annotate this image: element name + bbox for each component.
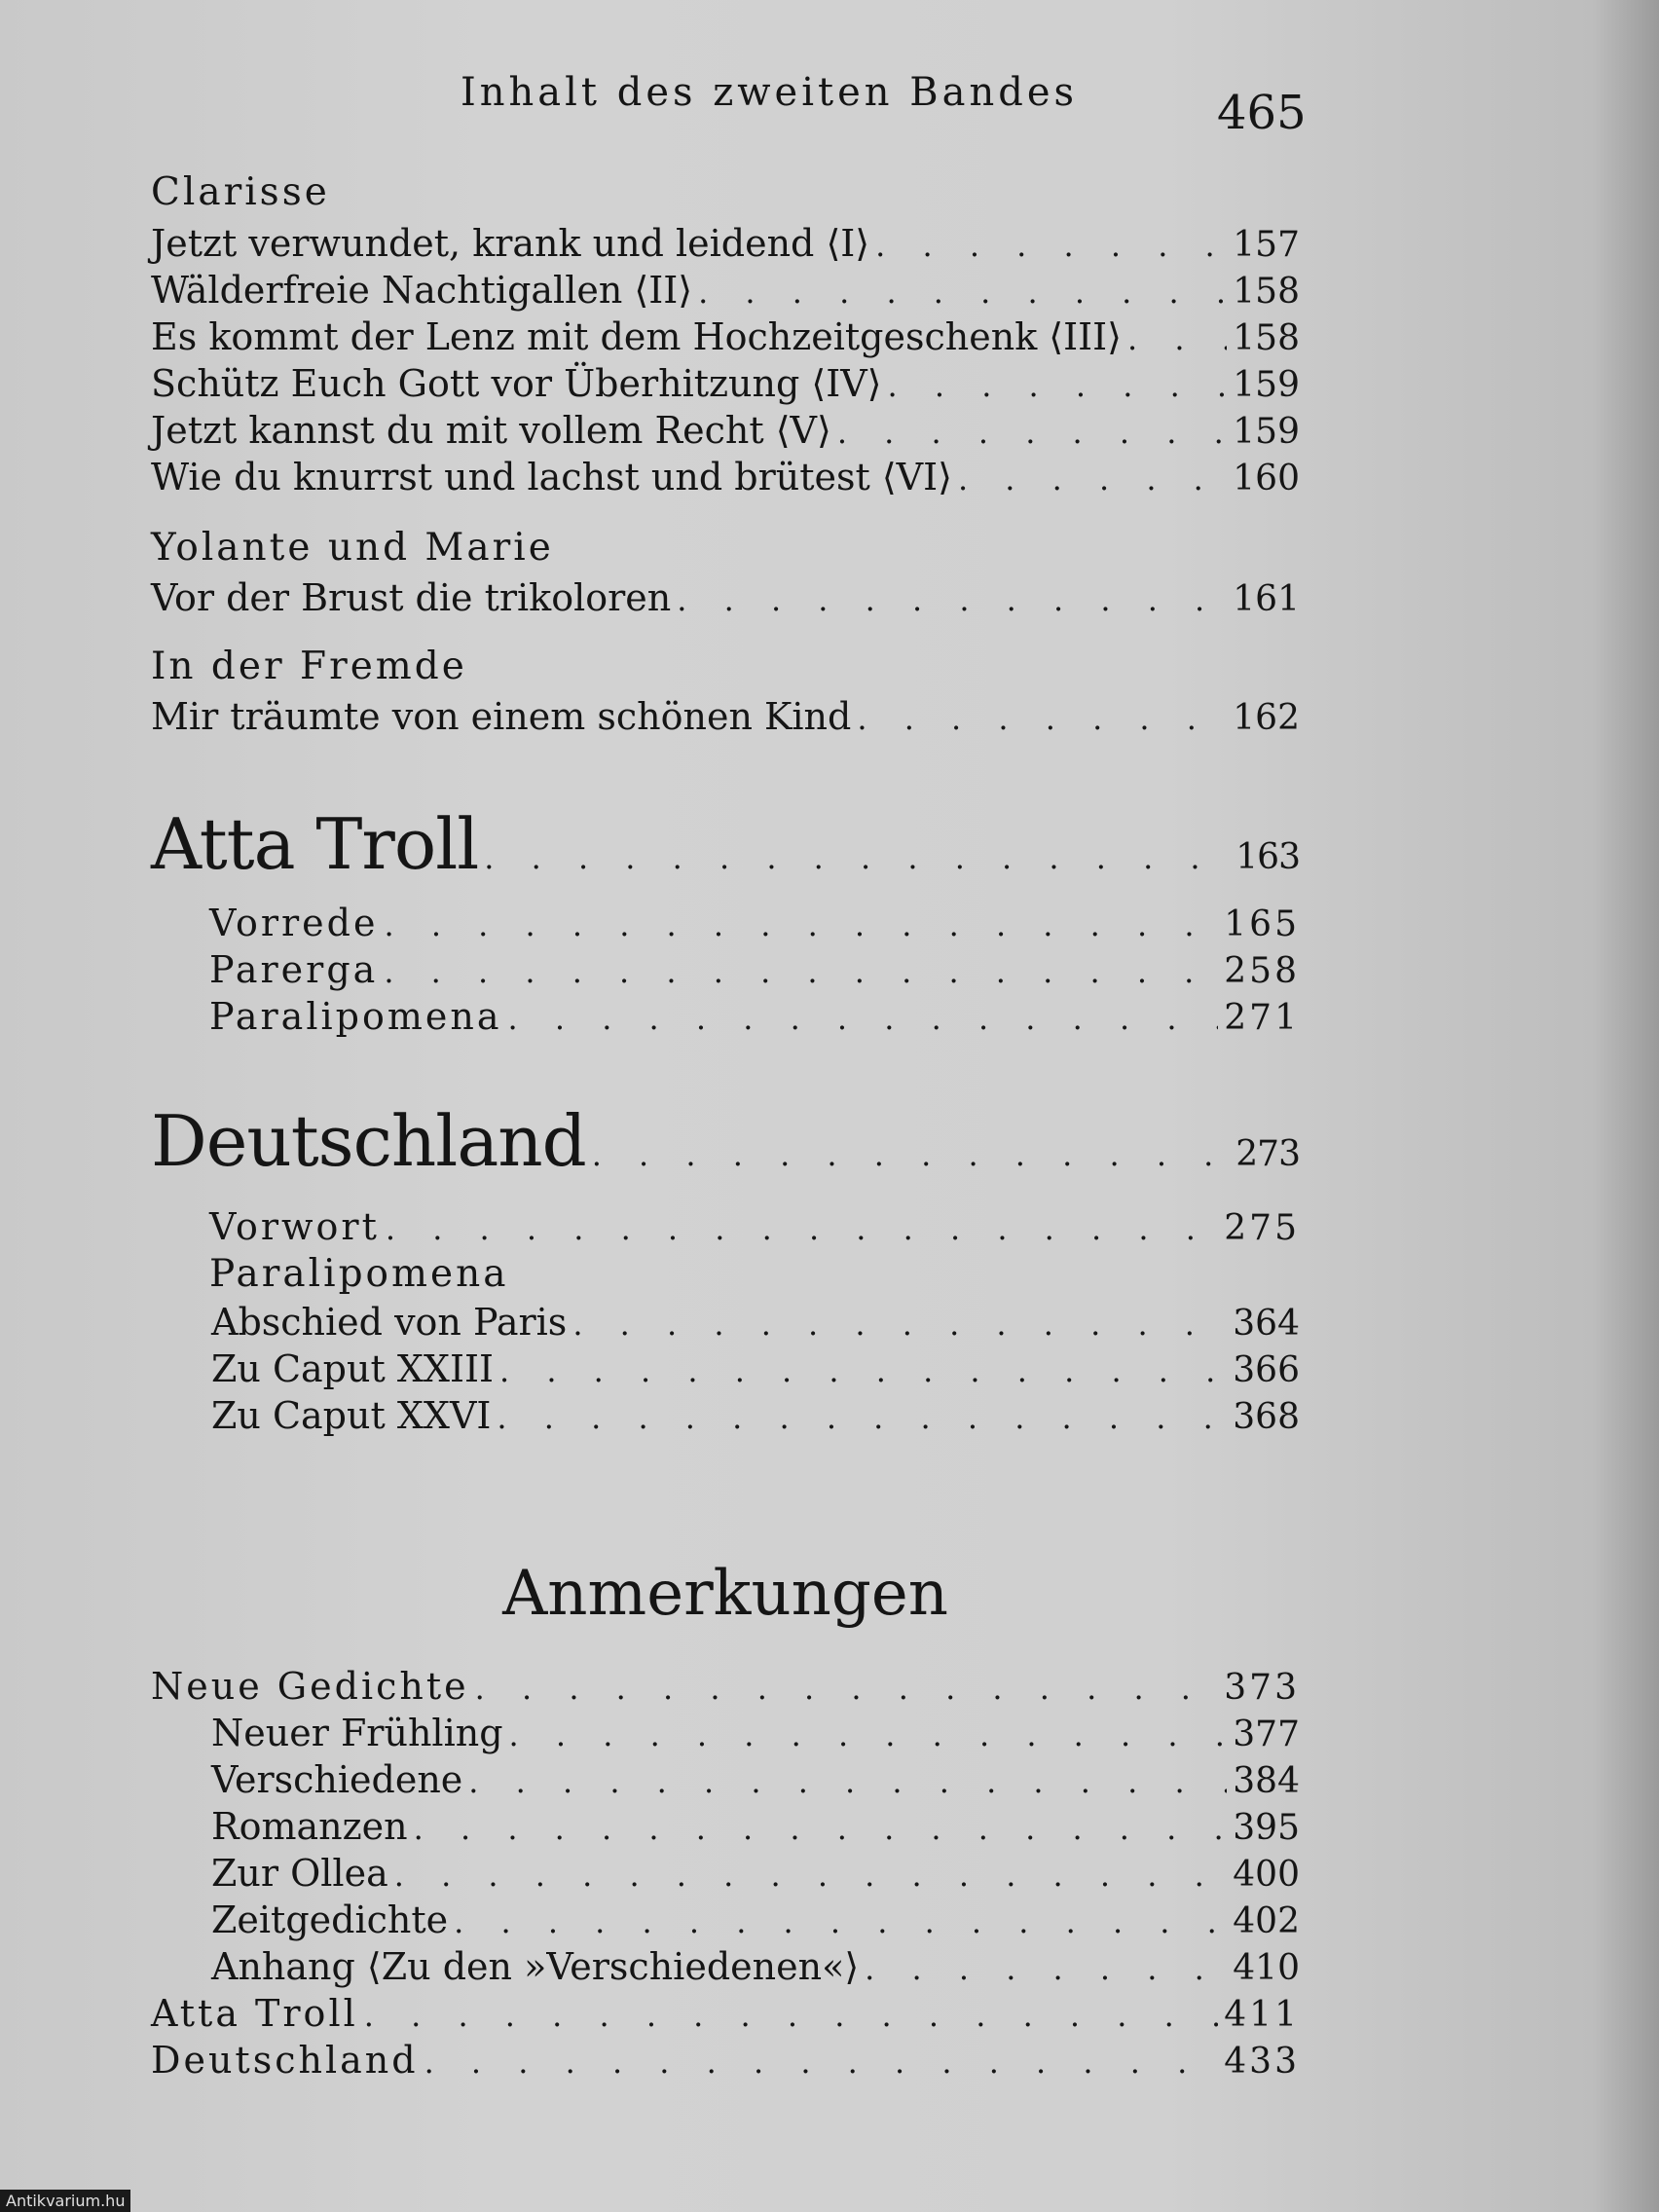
dot-leader [888,367,1228,404]
dot-leader [875,227,1227,264]
toc-entry-page: 275 [1224,1208,1300,1248]
dot-leader [497,1399,1227,1436]
toc-entry-page: 157 [1233,225,1300,265]
toc-entry [151,1665,1300,1708]
dot-leader [384,906,1218,943]
toc-entry-page: 158 [1233,272,1300,312]
section-title-anmerkungen: Anmerkungen [502,1558,948,1630]
toc-entry-title: Wälderfreie Nachtigallen ⟨II⟩ [151,269,693,312]
dot-leader [454,1903,1227,1940]
toc-entry-page: 395 [1233,1808,1300,1848]
toc-entry-title: Mir träumte von einem schönen Kind [151,695,852,738]
toc-entry-page: 158 [1233,318,1300,358]
toc-entry-page: 364 [1233,1304,1300,1344]
dot-leader [468,1763,1227,1800]
toc-entry [211,1805,1300,1848]
dot-leader [475,1670,1219,1707]
toc-entry-title: Deutschland [151,1100,586,1182]
toc-entry [211,1394,1300,1437]
dot-leader [698,274,1227,311]
toc-entry-page: 160 [1233,459,1300,498]
toc-entry-page: 163 [1235,837,1300,877]
toc-entry-title: Neue Gedichte [151,1665,469,1708]
toc-entry [209,995,1300,1038]
dot-leader [509,1716,1228,1753]
toc-entry-title: Anhang ⟨Zu den »Verschiedenen«⟩ [211,1945,860,1988]
toc-entry-page: 366 [1233,1350,1300,1390]
dot-leader [857,700,1227,737]
toc-entry [211,1899,1300,1941]
toc-entry [211,1758,1300,1801]
toc-entry [151,695,1300,738]
dot-leader [572,1306,1227,1343]
toc-major-entry-atta-troll [151,803,1300,885]
toc-entry-title: Schütz Euch Gott vor Überhitzung ⟨IV⟩ [151,362,882,405]
toc-entry-page: 368 [1233,1397,1300,1437]
toc-entry-title: Es kommt der Lenz mit dem Hochzeitgeschenk ⟨III⟩ [151,315,1122,358]
toc-entry [151,222,1300,265]
toc-entry-title: Abschied von Paris [211,1301,568,1344]
toc-entry-title: Romanzen [211,1805,408,1848]
toc-entry-page: 400 [1233,1855,1300,1895]
toc-entry [151,362,1300,405]
toc-entry [209,948,1300,991]
dot-leader [958,461,1227,498]
toc-entry [151,1992,1300,2035]
toc-entry-title: Neuer Frühling [211,1712,503,1754]
page-number: 465 [1217,86,1307,140]
toc-entry-page: 433 [1224,2042,1300,2082]
dot-leader [508,1000,1219,1037]
toc-entry [209,1205,1300,1248]
toc-entry [211,1301,1300,1344]
dot-leader [484,839,1230,876]
section-heading-yolante: Yolante und Marie [151,526,554,570]
dot-leader [499,1352,1227,1389]
toc-entry [209,902,1300,944]
toc-entry-page: 373 [1224,1668,1300,1708]
toc-entry-title: Vorrede [209,902,379,944]
subsection-heading-paralipomena: Paralipomena [209,1252,509,1296]
section-heading-clarisse: Clarisse [151,170,330,214]
dot-leader [364,1997,1219,2034]
toc-entry-title: Jetzt verwundet, krank und leidend ⟨I⟩ [151,222,870,265]
toc-entry-page: 162 [1233,698,1300,738]
running-head: Inhalt des zweiten Bandes [460,70,1079,115]
dot-leader [865,1950,1227,1987]
toc-entry-page: 402 [1233,1901,1300,1941]
toc-entry [211,1347,1300,1390]
toc-entry-title: Zeitgedichte [211,1899,449,1941]
toc-entry-page: 161 [1233,579,1300,619]
toc-entry-title: Deutschland [151,2039,419,2082]
toc-entry-title: Paralipomena [209,995,502,1038]
toc-entry [211,1712,1300,1754]
toc-entry-title: Verschiedene [211,1758,463,1801]
dot-leader [1127,320,1227,357]
toc-entry-title: Zu Caput XXVI [211,1394,492,1437]
toc-entry-title: Vor der Brust die trikoloren [151,576,672,619]
toc-entry-title: Zu Caput XXIII [211,1347,494,1390]
toc-entry-title: Atta Troll [151,1992,358,2035]
toc-entry-title: Jetzt kannst du mit vollem Recht ⟨V⟩ [151,409,831,452]
toc-entry [211,1852,1300,1895]
toc-entry [151,456,1300,498]
toc-entry-page: 377 [1233,1714,1300,1754]
dot-leader [394,1857,1228,1894]
dot-leader [424,2044,1219,2081]
toc-entry-page: 258 [1224,951,1300,991]
toc-entry-page: 411 [1224,1995,1300,2035]
toc-entry-page: 410 [1233,1948,1300,1988]
toc-entry [151,269,1300,312]
toc-entry-page: 159 [1233,412,1300,452]
dot-leader [386,1210,1218,1247]
dot-leader [592,1136,1231,1173]
toc-major-entry-deutschland [151,1100,1300,1182]
toc-entry-title: Vorwort [209,1205,380,1248]
toc-entry [151,2039,1300,2082]
dot-leader [384,953,1218,990]
toc-entry-page: 165 [1224,904,1300,944]
toc-entry-page: 384 [1233,1761,1300,1801]
section-heading-fremde: In der Fremde [151,645,467,688]
watermark: Antikvarium.hu [0,2190,130,2212]
toc-entry-page: 271 [1224,998,1300,1038]
toc-entry [151,315,1300,358]
toc-entry-title: Atta Troll [151,803,479,885]
dot-leader [677,581,1227,618]
toc-entry-title: Parerga [209,948,379,991]
dot-leader [837,414,1227,451]
toc-entry [151,409,1300,452]
toc-entry-page: 273 [1235,1134,1300,1174]
toc-entry [151,576,1300,619]
toc-entry-title: Zur Ollea [211,1852,388,1895]
dot-leader [414,1810,1228,1847]
toc-entry-page: 159 [1233,365,1300,405]
toc-entry-title: Wie du knurrst und lachst und brütest ⟨VI⟩ [151,456,952,498]
toc-entry [211,1945,1300,1988]
